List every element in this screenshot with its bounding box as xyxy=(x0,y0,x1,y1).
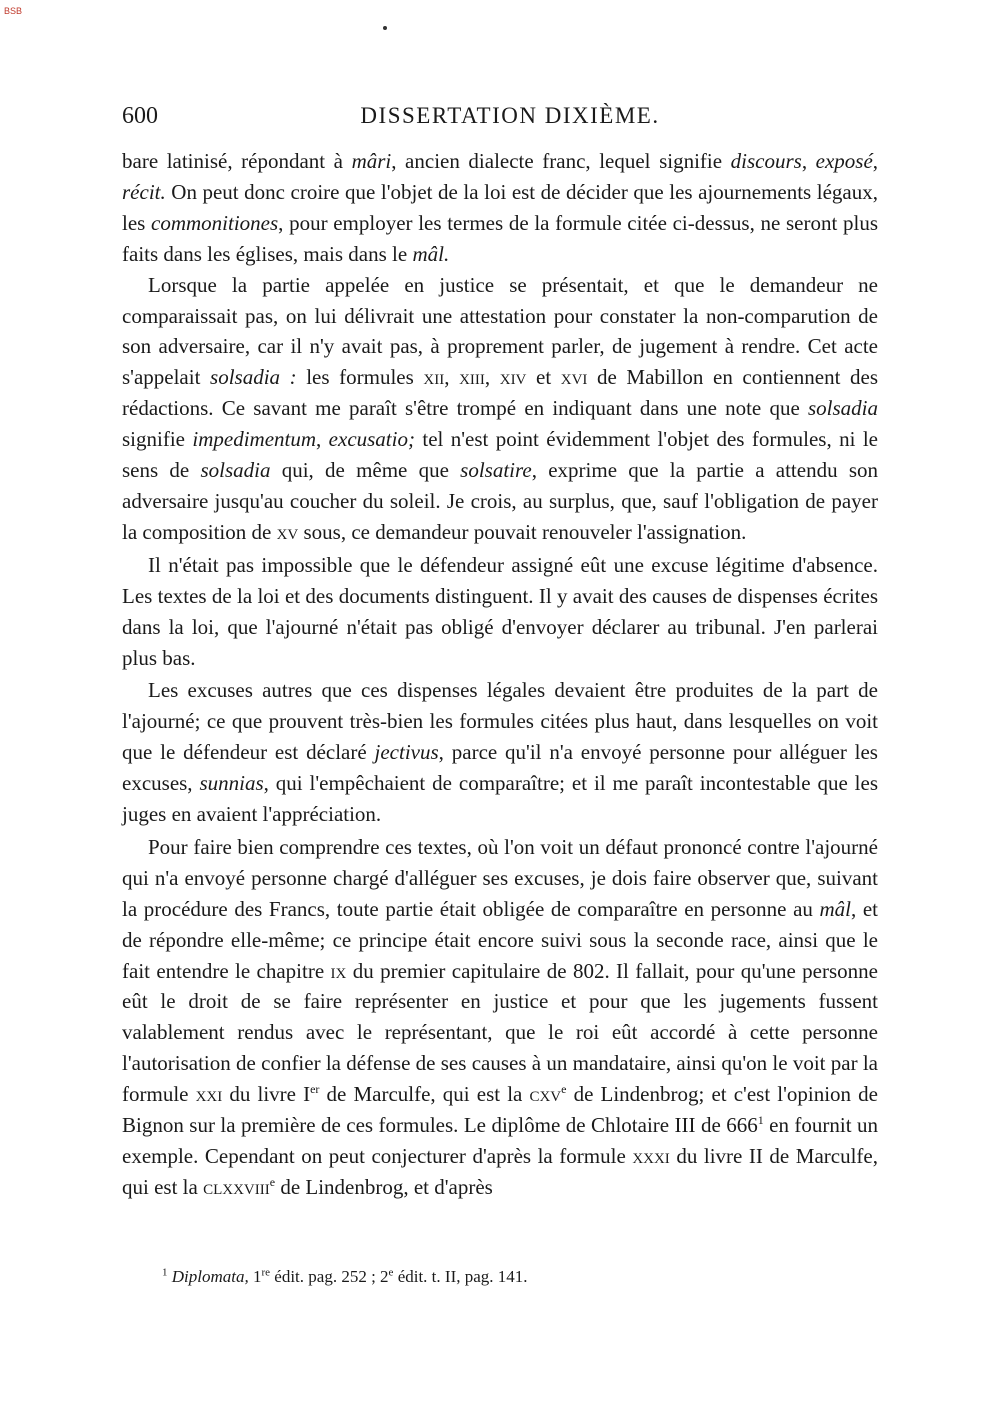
roman-numeral: xxxi xyxy=(632,1144,670,1168)
italic-text: impedimentum xyxy=(192,427,317,452)
page-header xyxy=(122,103,878,143)
body-text xyxy=(122,146,878,1203)
text-run: 1 xyxy=(248,1267,262,1286)
text-run: du livre II de Marculfe, qui est la xyxy=(122,1144,878,1199)
library-stamp: BSB xyxy=(4,6,23,16)
italic-text: exposé xyxy=(815,149,873,173)
text-run: , qui l'empêchaient de comparaître; et il me paraît incontestable que les juges en avaient l'appréciation. xyxy=(122,771,879,827)
text-run: sous, ce demandeur pouvait renouveler l'assignation. xyxy=(298,519,747,544)
superscript: e xyxy=(388,1266,394,1279)
text-run: On peut donc croire que l'objet de la loi est de décider que les ajournements légaux, les xyxy=(122,179,878,235)
italic-text: Diplomata, xyxy=(171,1267,249,1286)
roman-numeral: xxi xyxy=(195,1082,223,1107)
text-run: de Lindenbrog, et d'après xyxy=(275,1174,493,1199)
text-run: Pour faire bien comprendre ces textes, où l'on voit un défaut prononcé contre l'ajourné qui n'a envoyé personne chargé d'alléguer ses excuses, je dois faire observer que, suivant la procédure des Francs, toute partie était obligée de comparaître en personne au xyxy=(122,834,878,921)
text-run: , xyxy=(872,149,879,173)
ink-speck xyxy=(383,26,387,30)
italic-text: commonitiones xyxy=(151,210,279,235)
text-run: tel n'est point évidemment l'objet des formules, ni le sens de xyxy=(122,427,878,483)
text-run: signifie xyxy=(122,427,193,452)
footnote xyxy=(162,1267,528,1287)
italic-text: jectivus xyxy=(374,740,439,765)
text-run: en fournit un exemple. Cependant on peut conjecturer d'après la formule xyxy=(122,1113,878,1168)
italic-text: mâl. xyxy=(412,241,450,266)
italic-text: sunnias xyxy=(199,771,264,796)
text-run: , et de répondre elle-même; ce principe était encore suivi sous la seconde race, ainsi que le fait entendre le chapitre xyxy=(122,896,879,983)
text-run: de Marculfe, qui est la xyxy=(319,1082,530,1107)
roman-numeral: xii xyxy=(423,365,445,390)
text-run: , pour employer les termes de la formule citée ci-dessus, ne seront plus faits dans les églises, mais dans le xyxy=(122,210,878,266)
text-run: , xyxy=(484,365,500,390)
italic-text: excusatio; xyxy=(328,427,415,452)
text-run: édit. t. II, pag. 141. xyxy=(393,1267,528,1286)
italic-text: solsadia : xyxy=(210,365,297,390)
roman-numeral: xv xyxy=(276,519,299,544)
roman-numeral: cxv xyxy=(529,1082,562,1107)
italic-text: mâri xyxy=(351,149,392,173)
italic-text: solsadia xyxy=(807,396,878,421)
roman-numeral: ix xyxy=(330,958,347,983)
italic-text: discours xyxy=(730,149,802,173)
paragraph xyxy=(122,270,878,548)
text-run: édit. pag. 252 ; 2 xyxy=(270,1267,389,1286)
roman-numeral: xvi xyxy=(560,365,588,390)
paragraph xyxy=(122,146,878,270)
roman-numeral: xiv xyxy=(499,365,527,390)
roman-numeral: xiii xyxy=(459,365,485,390)
superscript: er xyxy=(310,1082,320,1097)
superscript: 1 xyxy=(757,1113,764,1128)
italic-text: récit. xyxy=(122,179,166,204)
text-run: , xyxy=(801,149,816,173)
text-run: , xyxy=(444,365,460,390)
page-number: 600 xyxy=(122,103,158,129)
roman-numeral: clxxviii xyxy=(203,1174,270,1199)
paragraph xyxy=(122,832,878,1203)
paragraph xyxy=(122,675,878,830)
text-run: du premier capitulaire de 802. Il fallait, pour qu'une personne eût le droit de se faire représenter en justice et pour que les jugements fussent valablement rendus avec le représentant, que le roi eût accordé à cette personne l'autorisation de confier la défense de ses causes à un mandataire, ainsi qu'on le voit par la formule xyxy=(122,958,878,1107)
text-run: qui, de même que xyxy=(270,458,461,483)
text-run: bare latinisé, répondant à xyxy=(122,149,352,173)
italic-text: solsatire xyxy=(460,458,532,483)
text-run: les formules xyxy=(296,365,424,390)
paragraph xyxy=(122,550,878,674)
italic-text: solsadia xyxy=(200,458,271,483)
text-run: de Mabillon en contiennent des rédactions. Ce savant me paraît s'être trompé en indiquant dans une note que xyxy=(122,365,878,421)
italic-text: mâl xyxy=(819,896,851,921)
text-run: , exprime que la partie a attendu son adversaire jusqu'au coucher du soleil. Je crois, au surplus, que, sauf l'obligation de payer la composition de xyxy=(122,458,878,544)
superscript: e xyxy=(269,1174,276,1189)
text-run: et xyxy=(526,365,561,390)
text-run: de Lindenbrog; et c'est l'opinion de Bignon sur la première de ces formules. Le diplôme de Chlotaire III de 666 xyxy=(122,1082,878,1138)
text-run: , xyxy=(316,427,329,452)
footnote-text xyxy=(172,1267,528,1286)
superscript: e xyxy=(561,1082,567,1097)
text-run: Lorsque la partie appelée en justice se présentait, et que le demandeur ne comparaissait pas, on lui délivrait une attestation pour constater la non-comparution de son adversaire, car il n'y avait pas, à proprement parler, de jugement à rendre. Cet acte s'appelait xyxy=(122,272,878,390)
footnote-marker: 1 xyxy=(162,1266,168,1279)
running-title: DISSERTATION DIXIÈME. xyxy=(360,103,660,128)
text-run: , parce qu'il n'a envoyé personne pour alléguer les excuses, xyxy=(122,740,878,796)
text-run: Les excuses autres que ces dispenses légales devaient être produites de la part de l'ajourné; ce que prouvent très-bien les formules citées plus haut, dans lesquelles on voit que le défendeur est déclaré xyxy=(122,678,878,765)
superscript: re xyxy=(261,1266,271,1279)
text-run: Il n'était pas impossible que le défendeur assigné eût une excuse légitime d'absence. Les textes de la loi et des documents distinguent. Il y avait des causes de dispenses écrites dans la loi, que l'ajourné n'était pas obligé d'envoyer déclarer au tribunal. J'en parlerai plus bas. xyxy=(122,552,878,670)
text-run: du livre I xyxy=(222,1082,311,1107)
text-run: , ancien dialecte franc, lequel signifie xyxy=(391,149,731,173)
